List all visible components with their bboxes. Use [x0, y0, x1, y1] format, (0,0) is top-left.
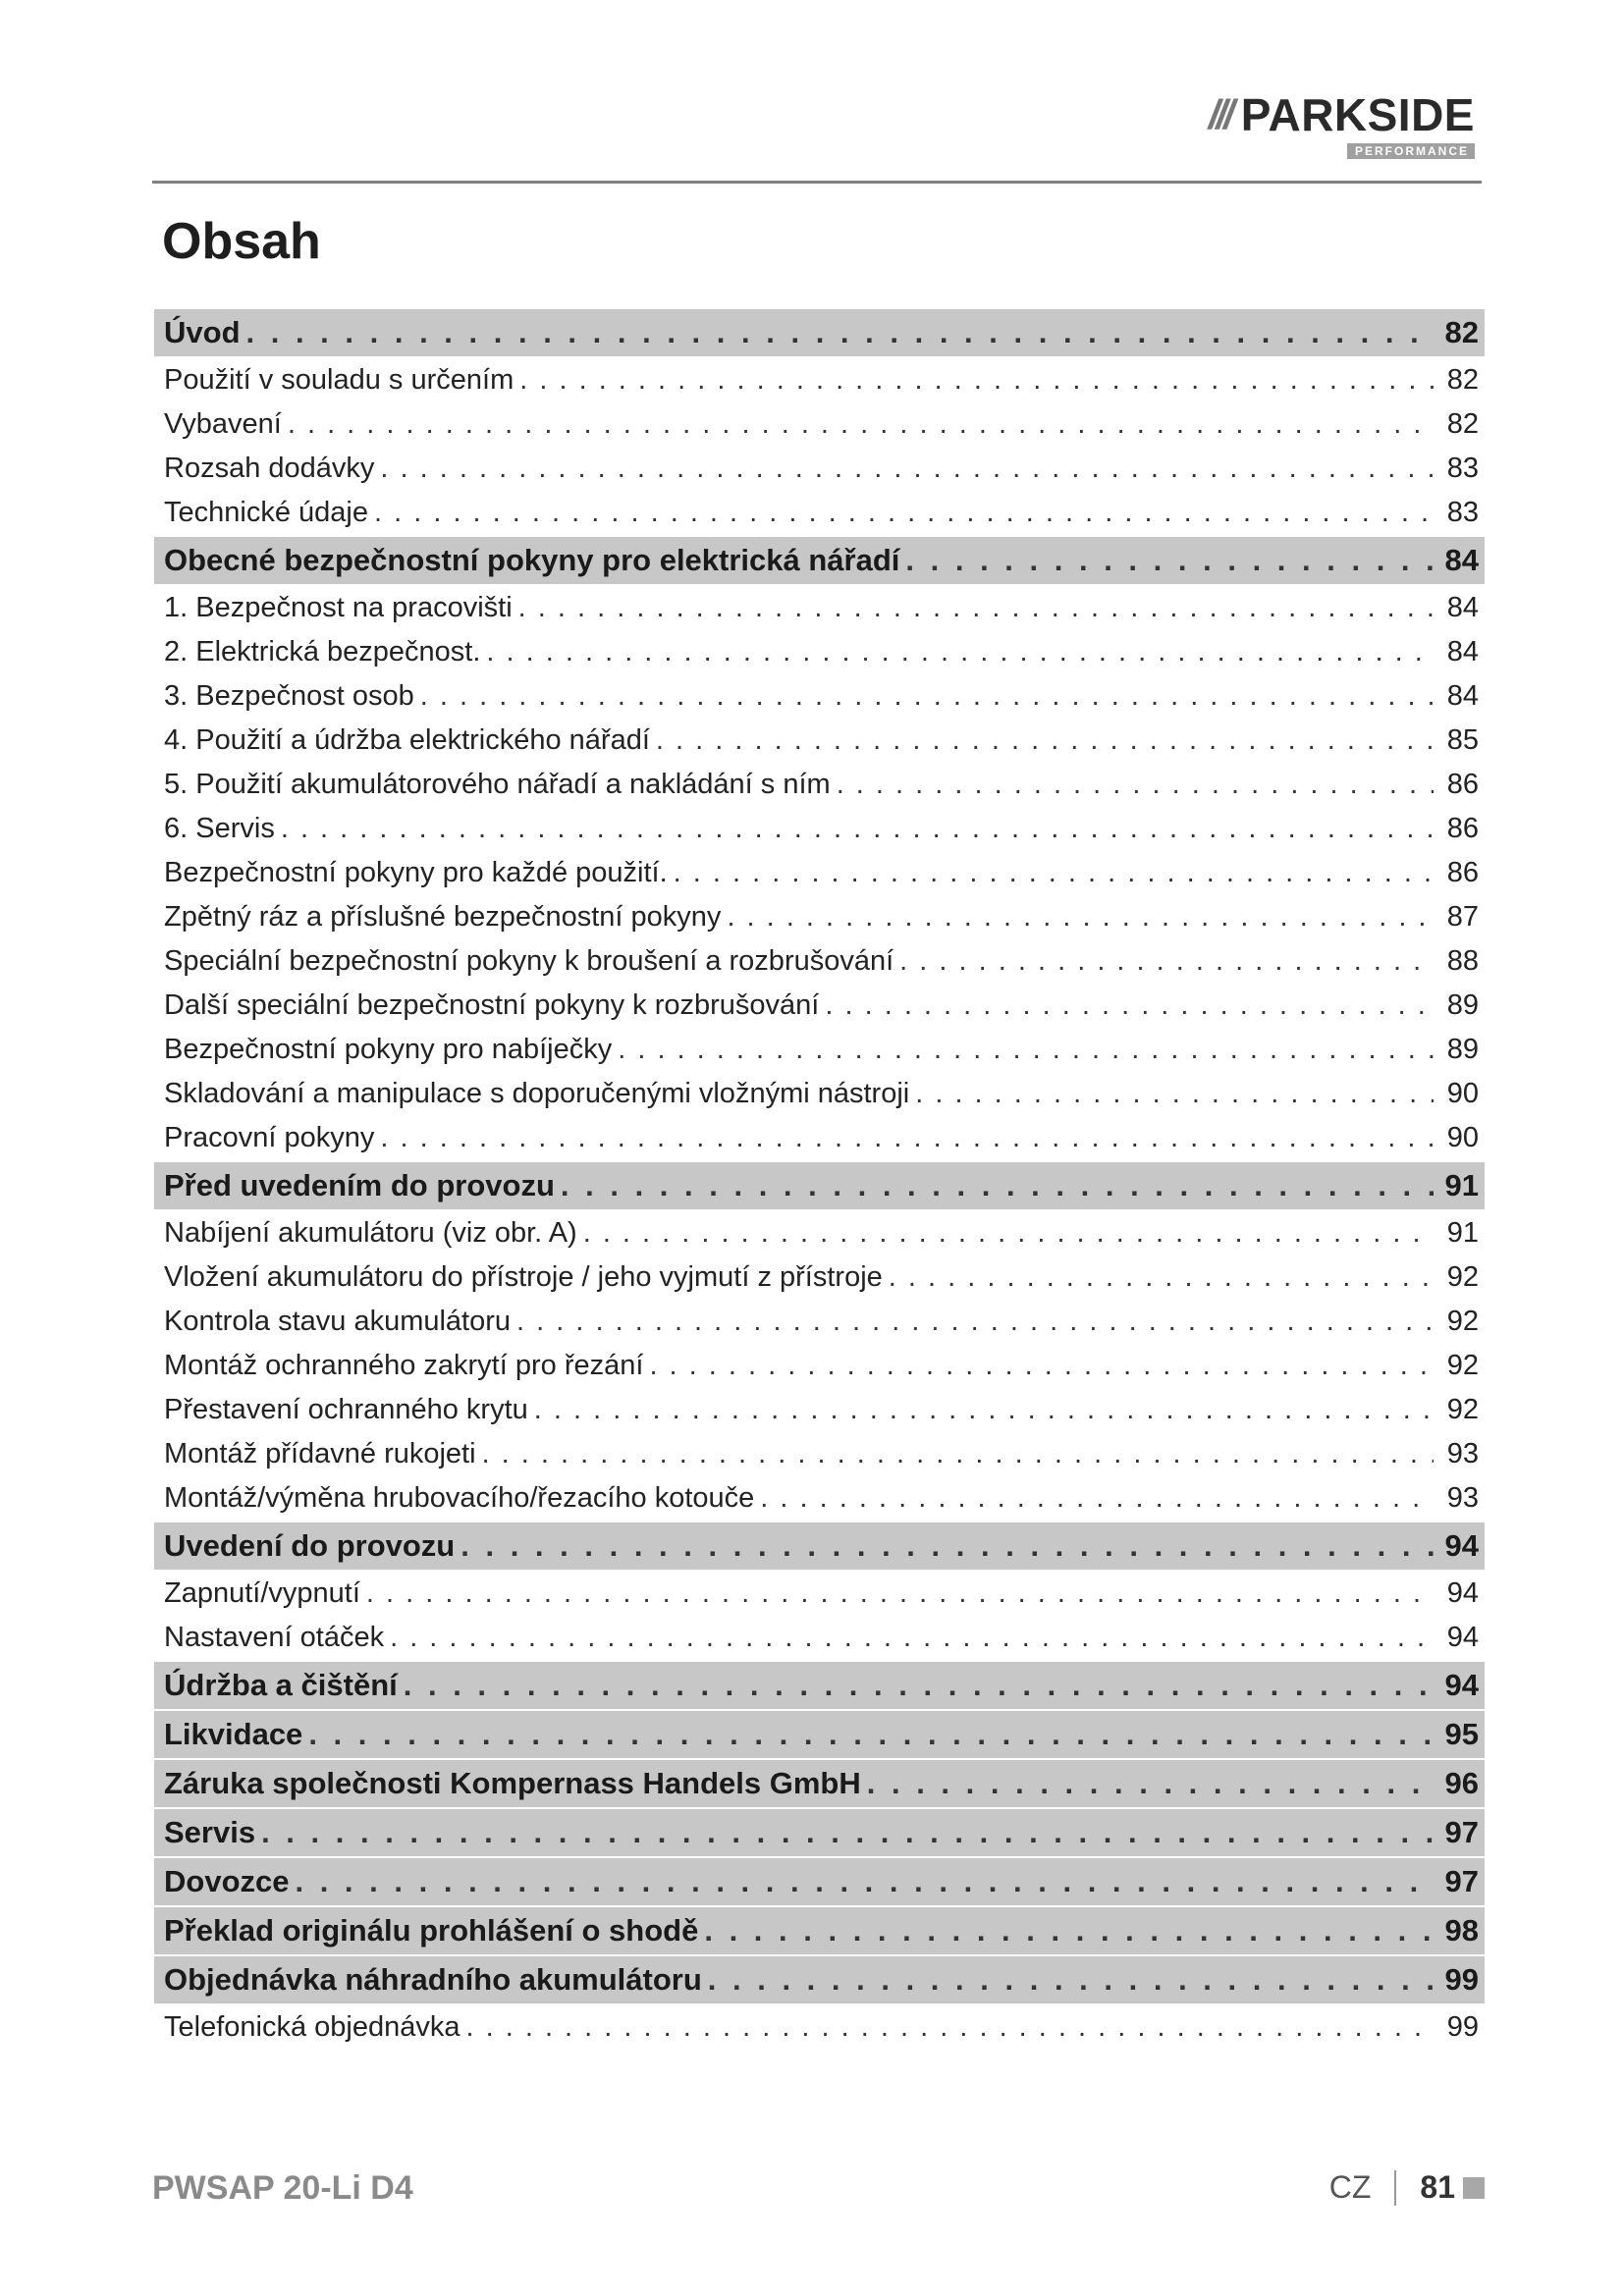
toc-dot-leader — [704, 1907, 1434, 1954]
toc-entry-row[interactable] — [154, 586, 1485, 630]
toc-dot-leader — [837, 763, 1434, 807]
logo-subline: PERFORMANCE — [1347, 143, 1475, 159]
toc-page-number: 92 — [1446, 1306, 1479, 1337]
toc-page-number: 84 — [1446, 592, 1479, 623]
toc-page-number: 82 — [1444, 315, 1479, 349]
toc-entry-label: Uvedení do provozu — [164, 1528, 456, 1563]
toc-dot-leader — [674, 851, 1434, 895]
toc-dot-leader — [727, 895, 1434, 939]
toc-entry-row[interactable] — [154, 1211, 1485, 1255]
toc-entry-label: Montáž přídavné rukojeti — [164, 1438, 476, 1469]
toc-dot-leader — [261, 1809, 1434, 1856]
toc-section-row[interactable] — [154, 1522, 1485, 1570]
toc-page-number: 94 — [1444, 1528, 1479, 1563]
footer-page-info — [1329, 2169, 1485, 2206]
toc-page-number: 98 — [1444, 1913, 1479, 1948]
toc-entry-label: Údržba a čištění — [164, 1668, 398, 1702]
toc-page-number: 97 — [1444, 1864, 1479, 1898]
toc-dot-leader — [281, 807, 1434, 851]
toc-entry-label: 1. Bezpečnost na pracovišti — [164, 592, 513, 623]
toc-page-number: 92 — [1446, 1394, 1479, 1425]
toc-entry-label: Obecné bezpečnostní pokyny pro elektrická nářadí — [164, 543, 900, 577]
footer-page-number: 81 — [1420, 2169, 1455, 2205]
toc-dot-leader — [760, 1476, 1434, 1521]
toc-entry-label: Použití v souladu s určením — [164, 364, 514, 396]
toc-entry-label: 2. Elektrická bezpečnost. — [164, 636, 481, 667]
toc-entry-row[interactable] — [154, 674, 1485, 719]
toc-dot-leader — [915, 1072, 1434, 1116]
toc-entry-row[interactable] — [154, 1388, 1485, 1432]
page-title: Obsah — [162, 213, 321, 270]
toc-dot-leader — [708, 1956, 1434, 2003]
toc-page-number: 93 — [1446, 1438, 1479, 1469]
toc-entry-row[interactable] — [154, 630, 1485, 674]
toc-entry-label: Telefonická objednávka — [164, 2011, 460, 2043]
toc-entry-row[interactable] — [154, 1300, 1485, 1344]
toc-entry-label: 5. Použití akumulátorového nářadí a nakládání s ním — [164, 769, 831, 800]
toc-page-number: 92 — [1446, 1261, 1479, 1293]
toc-entry-label: Speciální bezpečnostní pokyny k broušení a rozbrušování — [164, 945, 894, 977]
toc-dot-leader — [889, 1255, 1434, 1300]
toc-dot-leader — [649, 1344, 1434, 1388]
toc-page-number: 92 — [1446, 1350, 1479, 1381]
toc-entry-label: 4. Použití a údržba elektrického nářadí — [164, 724, 650, 756]
toc-page-number: 99 — [1444, 1962, 1479, 1997]
toc-entry-label: Nabíjení akumulátoru (viz obr. A) — [164, 1217, 577, 1249]
toc-page-number: 89 — [1446, 989, 1479, 1021]
toc-dot-leader — [404, 1662, 1434, 1709]
toc-dot-leader — [618, 1028, 1434, 1072]
toc-entry-row[interactable] — [154, 1116, 1485, 1160]
toc-entry-label: Dovozce — [164, 1864, 290, 1898]
toc-page-number: 88 — [1446, 945, 1479, 977]
toc-entry-label: Bezpečnostní pokyny pro každé použití. — [164, 857, 668, 888]
toc-dot-leader — [460, 1522, 1434, 1570]
toc-entry-label: 3. Bezpečnost osob — [164, 680, 414, 712]
toc-entry-label: Přestavení ochranného krytu — [164, 1394, 528, 1425]
toc-page-number: 83 — [1446, 453, 1479, 484]
toc-dot-leader — [534, 1388, 1434, 1432]
toc-page-number: 91 — [1444, 1168, 1479, 1202]
toc-entry-label: Vložení akumulátoru do přístroje / jeho vyjmutí z přístroje — [164, 1261, 883, 1293]
toc-entry-row[interactable] — [154, 1476, 1485, 1521]
toc-page-number: 90 — [1446, 1078, 1479, 1109]
toc-section-row[interactable] — [154, 1760, 1485, 1807]
logo-brand-name: PARKSIDE — [1240, 89, 1475, 140]
toc-dot-leader — [519, 358, 1434, 402]
toc-page-number: 82 — [1446, 408, 1479, 440]
toc-entry-label: Kontrola stavu akumulátoru — [164, 1306, 512, 1337]
toc-entry-label: Skladování a manipulace s doporučenými vložnými nástroji — [164, 1078, 910, 1109]
toc-entry-label: Montáž ochranného zakrytí pro řezání — [164, 1350, 644, 1381]
toc-page-number: 97 — [1444, 1815, 1479, 1849]
toc-section-row[interactable] — [154, 1711, 1485, 1758]
toc-page-number: 85 — [1446, 724, 1479, 756]
toc-page-number: 90 — [1446, 1122, 1479, 1153]
toc-entry-row[interactable] — [154, 984, 1485, 1028]
toc-dot-leader — [420, 674, 1434, 719]
toc-dot-leader — [288, 402, 1434, 447]
toc-entry-row[interactable] — [154, 402, 1485, 447]
toc-page-number: 84 — [1446, 636, 1479, 667]
toc-dot-leader — [366, 1572, 1434, 1616]
toc-dot-leader — [482, 1432, 1434, 1476]
toc-entry-row[interactable] — [154, 807, 1485, 851]
toc-entry-label: Servis — [164, 1815, 256, 1849]
toc-dot-leader — [246, 309, 1435, 356]
toc-dot-leader — [825, 984, 1434, 1028]
toc-dot-leader — [561, 1162, 1434, 1209]
footer-model-name: PWSAP 20-Li D4 — [152, 2169, 413, 2207]
toc-page-number: 87 — [1446, 901, 1479, 933]
toc-entry-row[interactable] — [154, 1432, 1485, 1476]
toc-page-number: 84 — [1444, 543, 1479, 577]
toc-entry-label: Bezpečnostní pokyny pro nabíječky — [164, 1034, 613, 1065]
toc-section-row[interactable] — [154, 1858, 1485, 1905]
toc-entry-row[interactable] — [154, 1344, 1485, 1388]
toc-entry-label: Překlad originálu prohlášení o shodě — [164, 1913, 699, 1948]
toc-dot-leader — [374, 491, 1434, 535]
toc-section-row[interactable] — [154, 1662, 1485, 1709]
toc-page-number: 96 — [1444, 1766, 1479, 1800]
toc-page-number: 86 — [1446, 857, 1479, 888]
toc-entry-label: Technické údaje — [164, 497, 368, 528]
toc-page-number: 94 — [1446, 1622, 1479, 1653]
toc-entry-row[interactable] — [154, 447, 1485, 491]
toc-entry-label: Zpětný ráz a příslušné bezpečnostní pokyny — [164, 901, 722, 933]
toc-page-number: 93 — [1446, 1482, 1479, 1514]
toc-dot-leader — [518, 586, 1434, 630]
toc-entry-label: Rozsah dodávky — [164, 453, 375, 484]
toc-entry-label: Nastavení otáček — [164, 1622, 385, 1653]
toc-entry-row[interactable] — [154, 1616, 1485, 1660]
footer-language: CZ — [1328, 2169, 1372, 2205]
footer-square-marker — [1463, 2177, 1485, 2199]
toc-entry-label: Zapnutí/vypnutí — [164, 1577, 360, 1609]
toc-entry-row[interactable] — [154, 763, 1485, 807]
toc-entry-row[interactable] — [154, 491, 1485, 535]
toc-entry-label: Likvidace — [164, 1717, 303, 1751]
toc-page-number: 84 — [1446, 680, 1479, 712]
toc-entry-row[interactable] — [154, 895, 1485, 939]
toc-page-number: 99 — [1446, 2011, 1479, 2043]
toc-entry-row[interactable] — [154, 1255, 1485, 1300]
toc-dot-leader — [390, 1616, 1434, 1660]
toc-dot-leader — [380, 1116, 1434, 1160]
toc-dot-leader — [583, 1211, 1434, 1255]
toc-section-row[interactable] — [154, 309, 1485, 356]
header-divider — [152, 181, 1482, 184]
toc-entry-label: Objednávka náhradního akumulátoru — [164, 1962, 702, 1997]
toc-page-number: 94 — [1444, 1668, 1479, 1702]
toc-entry-label: Před uvedením do provozu — [164, 1168, 555, 1202]
toc-entry-row[interactable] — [154, 719, 1485, 763]
toc-entry-row[interactable] — [154, 1072, 1485, 1116]
toc-dot-leader — [516, 1300, 1434, 1344]
toc-dot-leader — [295, 1858, 1434, 1905]
toc-entry-label: Záruka společnosti Kompernass Handels GmbH — [164, 1766, 861, 1800]
toc-entry-label: Montáž/výměna hrubovacího/řezacího kotouče — [164, 1482, 755, 1514]
toc-dot-leader — [656, 719, 1434, 763]
toc-section-row[interactable] — [154, 537, 1485, 584]
toc-dot-leader — [308, 1711, 1434, 1758]
toc-page-number: 95 — [1444, 1717, 1479, 1751]
toc-entry-row[interactable] — [154, 2005, 1485, 2050]
toc-section-row[interactable] — [154, 1809, 1485, 1856]
toc-section-row[interactable] — [154, 1162, 1485, 1209]
toc-page-number: 82 — [1446, 364, 1479, 396]
table-of-contents — [154, 307, 1485, 2050]
toc-entry-label: Pracovní pokyny — [164, 1122, 375, 1153]
toc-entry-row[interactable] — [154, 1572, 1485, 1616]
toc-entry-row[interactable] — [154, 1028, 1485, 1072]
toc-dot-leader — [380, 447, 1434, 491]
toc-page-number: 83 — [1446, 497, 1479, 528]
toc-page-number: 86 — [1446, 769, 1479, 800]
toc-section-row[interactable] — [154, 1956, 1485, 2003]
toc-entry-row[interactable] — [154, 939, 1485, 984]
toc-dot-leader — [465, 2005, 1434, 2050]
parkside-logo — [1209, 88, 1475, 159]
toc-page-number: 91 — [1446, 1217, 1479, 1249]
toc-entry-label: 6. Servis — [164, 813, 275, 844]
toc-dot-leader — [899, 939, 1434, 984]
toc-entry-row[interactable] — [154, 851, 1485, 895]
toc-entry-label: Úvod — [164, 315, 241, 349]
toc-page-number: 86 — [1446, 813, 1479, 844]
toc-page-number: 94 — [1446, 1577, 1479, 1609]
toc-entry-label: Další speciální bezpečnostní pokyny k rozbrušování — [164, 989, 820, 1021]
logo-slashes: /// — [1208, 91, 1231, 137]
toc-dot-leader — [867, 1760, 1434, 1807]
toc-entry-row[interactable] — [154, 358, 1485, 402]
toc-dot-leader — [486, 630, 1434, 674]
footer-separator — [1394, 2170, 1396, 2206]
toc-entry-label: Vybavení — [164, 408, 282, 440]
toc-page-number: 89 — [1446, 1034, 1479, 1065]
toc-dot-leader — [905, 537, 1434, 584]
toc-section-row[interactable] — [154, 1907, 1485, 1954]
